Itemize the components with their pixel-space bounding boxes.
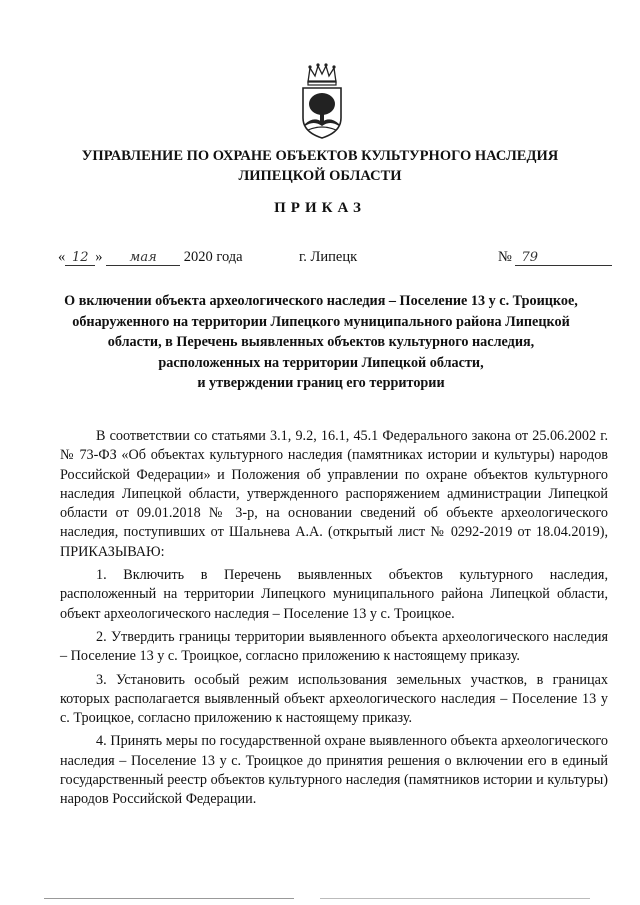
title-line-5: и утверждении границ его территории	[197, 375, 445, 392]
date-day: 12	[65, 250, 95, 266]
agency-line-1: УПРАВЛЕНИЕ ПО ОХРАНЕ ОБЪЕКТОВ КУЛЬТУРНОГО НАСЛЕДИЯ	[81, 148, 559, 164]
document-type: ПРИКАЗ	[274, 200, 366, 216]
agency-line-2: ЛИПЕЦКОЙ ОБЛАСТИ	[238, 168, 402, 184]
date-close-quote: »	[95, 249, 103, 265]
date-open-quote: «	[58, 249, 66, 265]
item-4-paragraph: 4. Принять меры по государственной охране выявленного объекта археологического наследия – Поселение 13 у с. Троицкое до принятия решения о включении его в единый государственный реестр объектов культурного наследия (памятников истории и культуры) народов Российской Федерации.	[60, 733, 608, 808]
item-3-paragraph: 3. Установить особый режим использования земельных участков, в границах которых располагается выявленный объект археологического наследия – Поселение 13 у с. Троицкое, согласно приложению к настоящему приказу.	[60, 671, 608, 727]
title-line-4: расположенных на территории Липецкой области,	[158, 354, 484, 371]
number-value: 79	[515, 250, 612, 266]
agency-name	[40, 146, 600, 186]
item-2-paragraph: 2. Утвердить границы территории выявленного объекта археологического наследия – Поселение 13 у с. Троицкое, согласно приложению к настоящему приказу.	[60, 628, 608, 665]
order-city: г. Липецк	[299, 249, 358, 265]
title-line-2: обнаруженного на территории Липецкого муниципального района Липецкой	[72, 313, 570, 330]
number-label: №	[498, 249, 512, 265]
bottom-divider-right	[320, 898, 590, 899]
title-line-3: области, в Перечень выявленных объектов культурного наследия,	[107, 334, 535, 351]
date-year: 2020 года	[183, 249, 243, 265]
order-title	[48, 291, 594, 394]
bottom-divider-left	[44, 898, 294, 899]
order-number	[498, 249, 612, 266]
item-1-paragraph: 1. Включить в Перечень выявленных объектов культурного наследия, расположенный на территории Липецкого муниципального района Липецкой области, объект археологического наследия – Поселение 13 у с. Троицкое.	[60, 567, 608, 622]
preamble-paragraph: В соответствии со статьями 3.1, 9.2, 16.1, 45.1 Федерального закона от 25.06.2002 г. № 73-ФЗ «Об объектах культурного наследия (памятниках истории и культуры) народов Российской Федерации» и Положения об управлении по охране объектов культурного наследия Липецкой области, утвержденного распоряжением администрации Липецкой области от 09.01.2018 № 3-р, на основании сведений об объекте археологического наследия, поступивших от Шальнева А.А. (открытый лист № 0292-2019 от 18.04.2019), ПРИКАЗЫВАЮ:	[60, 428, 608, 560]
lipetsk-coat-of-arms-icon	[298, 62, 346, 140]
order-date	[58, 249, 243, 266]
order-meta	[0, 249, 640, 273]
order-body	[60, 427, 608, 814]
date-month: мая	[106, 250, 180, 266]
title-line-1: О включении объекта археологического наследия – Поселение 13 у с. Троицкое,	[64, 293, 578, 309]
